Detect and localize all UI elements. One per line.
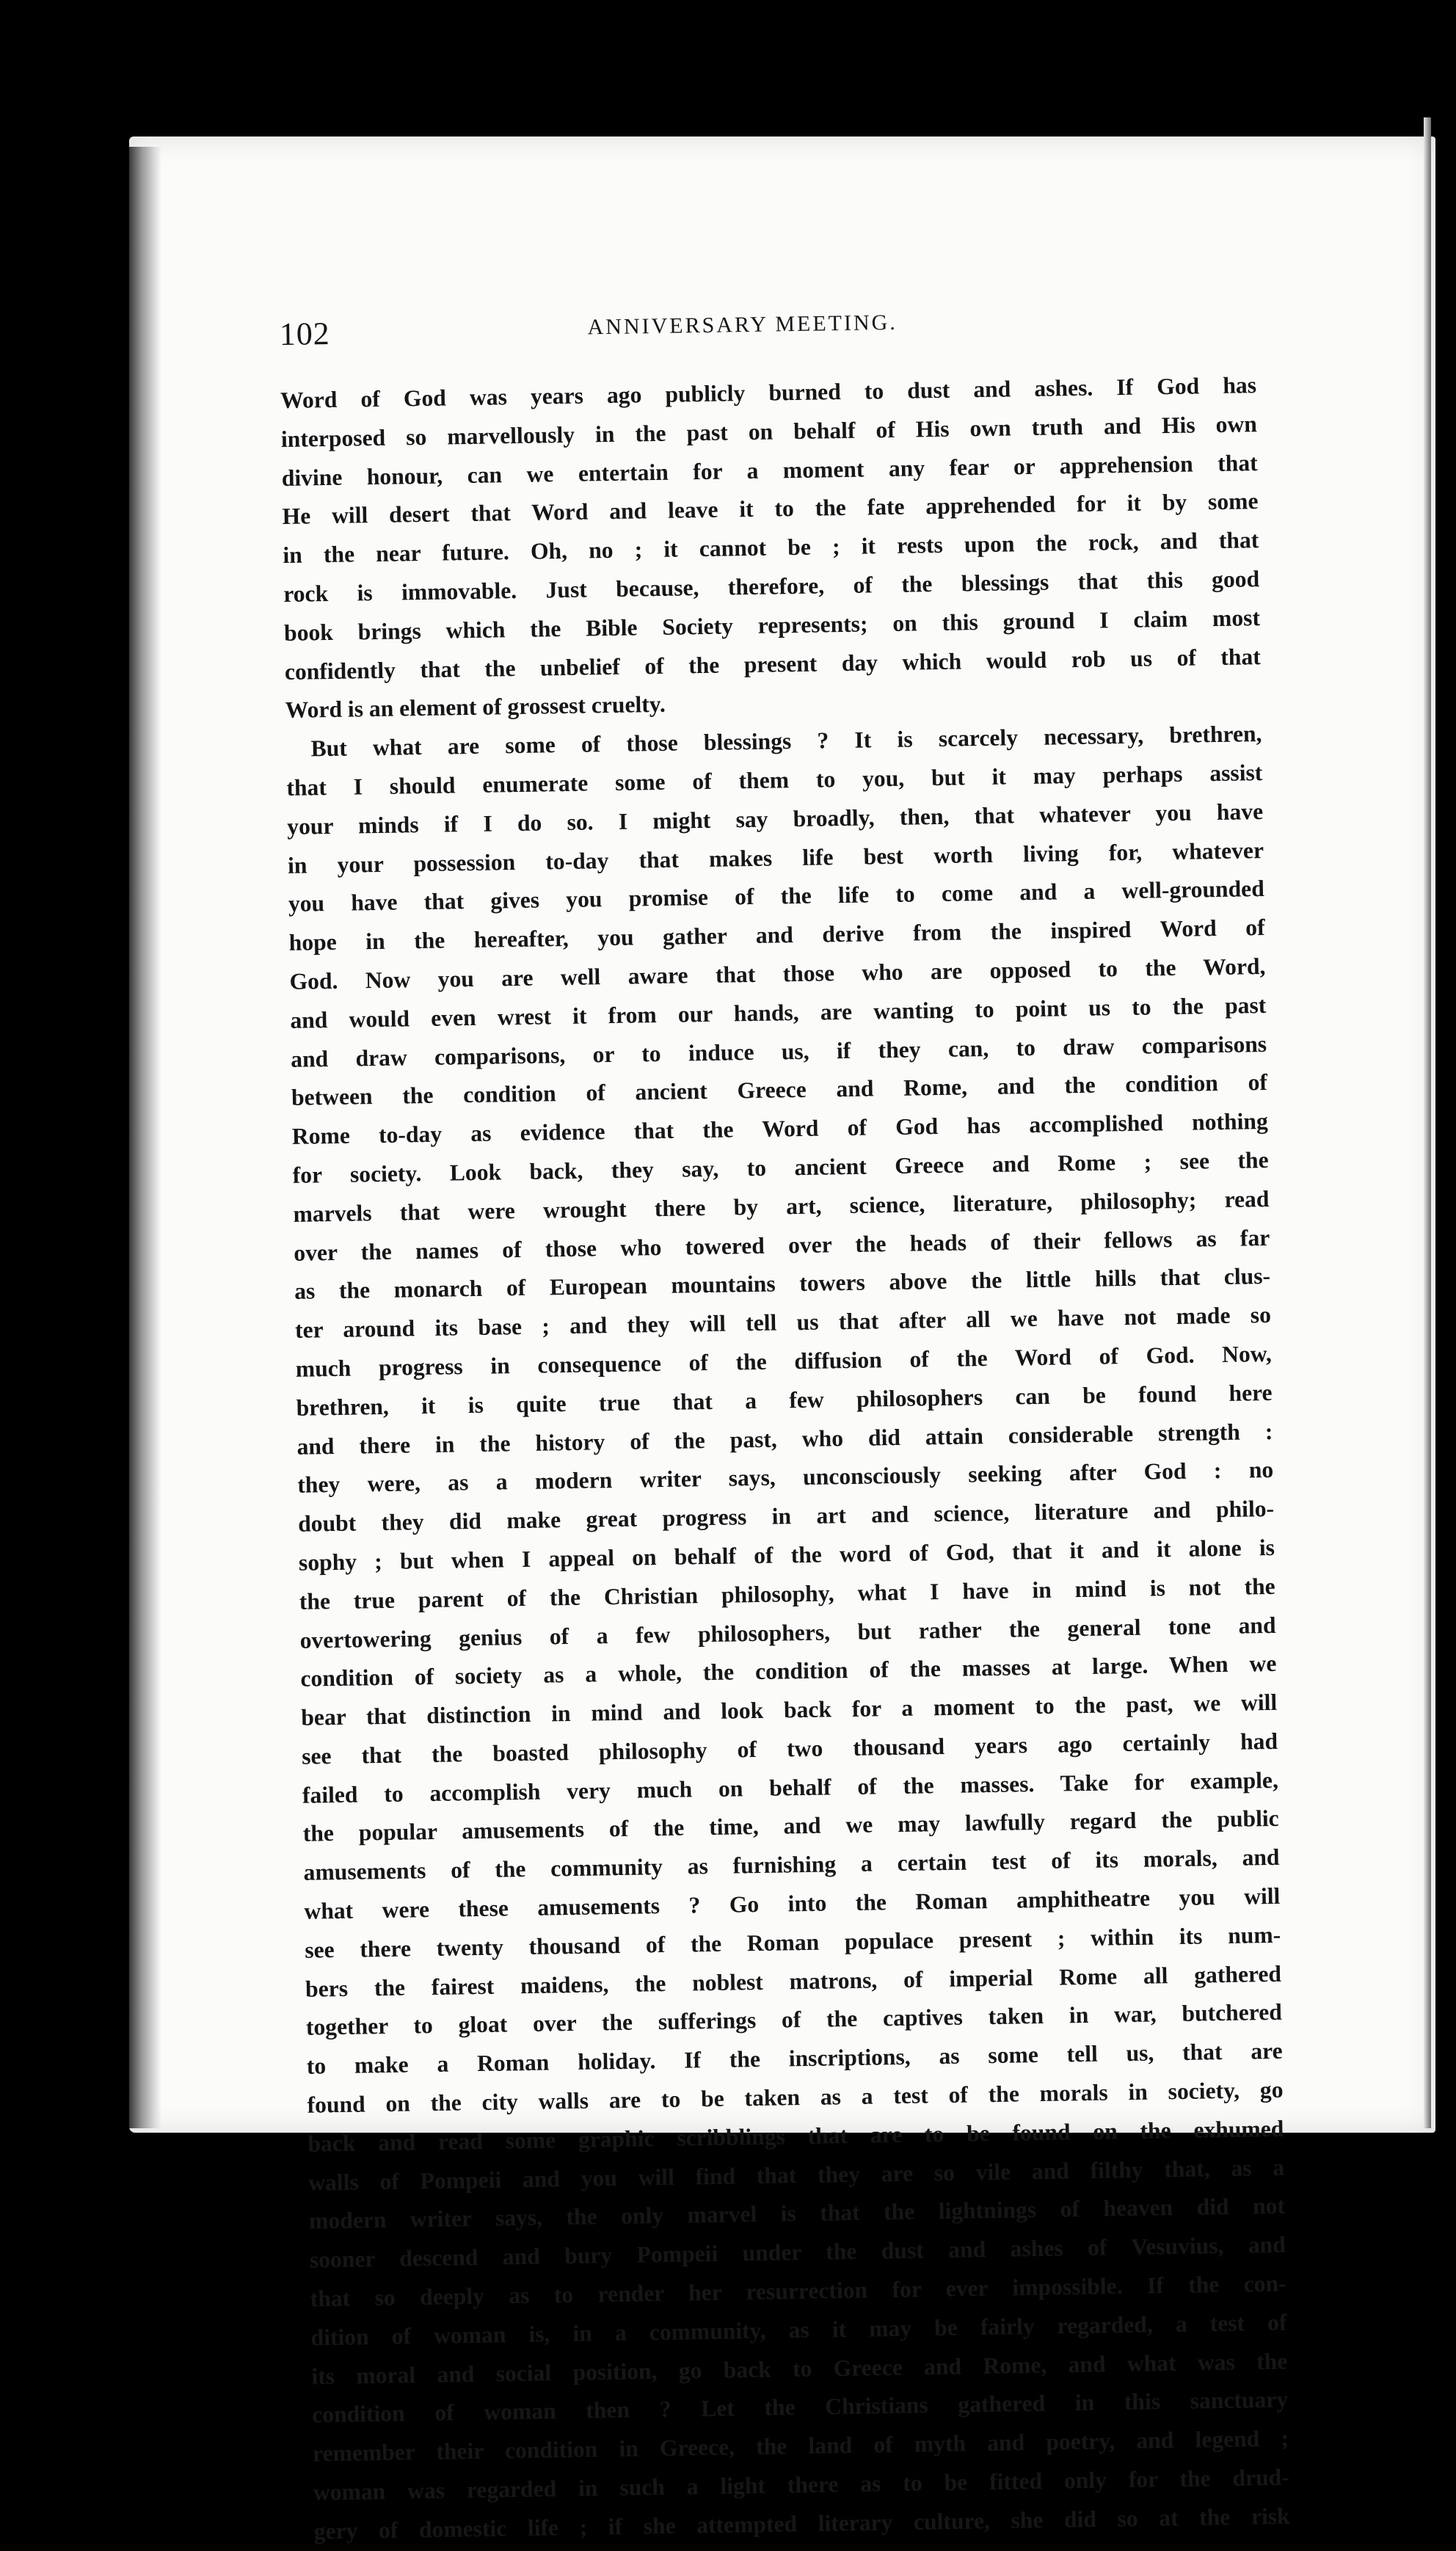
text-line: brethren, it is quite true that a few philosophers can be found here	[296, 1379, 1273, 1421]
text-line: dition of woman is, in a community, as it may be fairly regarded, a test of	[310, 2309, 1287, 2351]
text-line: bers the fairest maidens, the noblest matrons, of imperial Rome all gathered	[305, 1960, 1282, 2002]
text-line: condition of society as a whole, the condition of the masses at large. When we	[300, 1651, 1277, 1692]
text-line: see that the boasted philosophy of two thousand years ago certainly had	[301, 1728, 1278, 1769]
text-line: gery of domestic life ; if she attempted literary culture, she did so at the risk	[313, 2503, 1290, 2544]
text-line: in your possession to-day that makes life best worth living for, whatever	[287, 837, 1264, 878]
text-line: and there in the history of the past, who did attain considerable strength :	[296, 1418, 1273, 1460]
text-line: overtowering genius of a few philosophers, but rather the general tone and	[299, 1612, 1276, 1653]
page-number: 102	[279, 315, 331, 352]
text-line: that so deeply as to render her resurrection for ever impossible. If the con-	[310, 2270, 1286, 2312]
text-line: hope in the hereafter, you gather and derive from the inspired Word of	[288, 914, 1265, 956]
text-line: doubt they did make great progress in art and science, literature and philo-	[297, 1496, 1275, 1537]
text-line: marvels that were wrought there by art, science, literature, philosophy; read	[293, 1185, 1270, 1227]
text-line: the true parent of the Christian philosophy, what I have in mind is not the	[299, 1573, 1275, 1615]
text-line: modern writer says, the only marvel is that the lightnings of heaven did not	[308, 2193, 1286, 2235]
text-line: sophy ; but when I appeal on behalf of the word of God, that it and it alone is	[298, 1534, 1275, 1576]
text-line: bear that distinction in mind and look back for a moment to the past, we will	[301, 1689, 1278, 1731]
page-edge	[1424, 117, 1431, 2128]
text-line: failed to accomplish very much on behalf of the masses. Take for example,	[302, 1766, 1279, 1808]
text-line: confidently that the unbelief of the present day which would rob us of that	[284, 643, 1262, 685]
text-line: divine honour, can we entertain for a moment any fear or apprehension that	[281, 449, 1258, 491]
text-line: to make a Roman holiday. If the inscriptions, as some tell us, that are	[306, 2038, 1283, 2079]
text-line: But what are some of those blessings ? It is scarcely necessary, brethren,	[310, 721, 1262, 762]
text-line: remember their condition in Greece, the land of myth and poetry, and legend ;	[312, 2425, 1289, 2467]
text-line: sooner descend and bury Pompeii under the dust and ashes of Vesuvius, and	[309, 2232, 1286, 2273]
text-line: back and read some graphic scribblings that are to be found on the exhumed	[307, 2115, 1284, 2157]
text-line: together to gloat over the sufferings of the captives taken in war, butchered	[305, 1999, 1283, 2041]
text-line: rock is immovable. Just because, therefore, of the blessings that this good	[283, 566, 1260, 607]
text-line: Rome to-day as evidence that the Word of God has accomplished nothing	[291, 1108, 1268, 1149]
text-line: and draw comparisons, or to induce us, if they can, to draw comparisons	[290, 1030, 1267, 1072]
text-line: the popular amusements of the time, and we may lawfully regard the public	[302, 1805, 1279, 1847]
text-line: and would even wrest it from our hands, are wanting to point us to the past	[290, 991, 1267, 1033]
text-line: you have that gives you promise of the life to come and a well-grounded	[288, 876, 1265, 917]
text-line: over the names of those who towered over the heads of their fellows as far	[294, 1224, 1270, 1266]
text-line: ter around its base ; and they will tell us that after all we have not made so	[294, 1302, 1272, 1343]
page-gutter-shadow	[129, 147, 161, 2128]
text-line: as the monarch of European mountains towers above the little hills that clus-	[294, 1263, 1271, 1305]
text-line: He will desert that Word and leave it to the fate apprehended for it by some	[282, 488, 1259, 530]
text-line: much progress in consequence of the diffusion of the Word of God. Now,	[295, 1340, 1272, 1382]
text-line: God. Now you are well aware that those who are opposed to the Word,	[289, 953, 1266, 994]
text-line: woman was regarded in such a light there as to be fitted only for the drud-	[313, 2464, 1290, 2505]
text-line: condition of woman then ? Let the Christians gathered in this sanctuary	[311, 2387, 1289, 2428]
text-line: found on the city walls are to be taken as a test of the morals in society, go	[307, 2076, 1284, 2118]
text-line: walls of Pompeii and you will find that they are so vile and filthy that, as a	[308, 2154, 1285, 2196]
text-line: for society. Look back, they say, to ancient Greece and Rome ; see the	[292, 1146, 1269, 1188]
text-line: see there twenty thousand of the Roman populace present ; within its num-	[305, 1921, 1281, 1963]
text-line: Word of God was years ago publicly burned to dust and ashes. If God has	[280, 372, 1257, 413]
text-line: your minds if I do so. I might say broadly, then, that whatever you have	[286, 798, 1264, 840]
page-content	[279, 285, 1290, 2551]
text-line: between the condition of ancient Greece and Rome, and the condition of	[291, 1069, 1268, 1111]
body-text	[280, 366, 1290, 2551]
text-line: Word is an element of grossest cruelty.	[285, 691, 666, 724]
text-line: amusements of the community as furnishing a certain test of its morals, and	[303, 1844, 1280, 1886]
text-line: its moral and social position, go back to Greece and Rome, and what was the	[311, 2348, 1288, 2390]
running-title: ANNIVERSARY MEETING.	[587, 310, 898, 340]
text-line: that I should enumerate some of them to you, but it may perhaps assist	[286, 759, 1263, 801]
text-line: interposed so marvellously in the past on behalf of His own truth and His own	[280, 410, 1258, 452]
text-line: book brings which the Bible Society represents; on this ground I claim most	[283, 604, 1261, 646]
text-line: they were, as a modern writer says, unconsciously seeking after God : no	[297, 1457, 1274, 1499]
text-line: in the near future. Oh, no ; it cannot be ; it rests upon the rock, and that	[283, 527, 1259, 569]
text-line: what were these amusements ? Go into the Roman amphitheatre you will	[304, 1882, 1281, 1924]
